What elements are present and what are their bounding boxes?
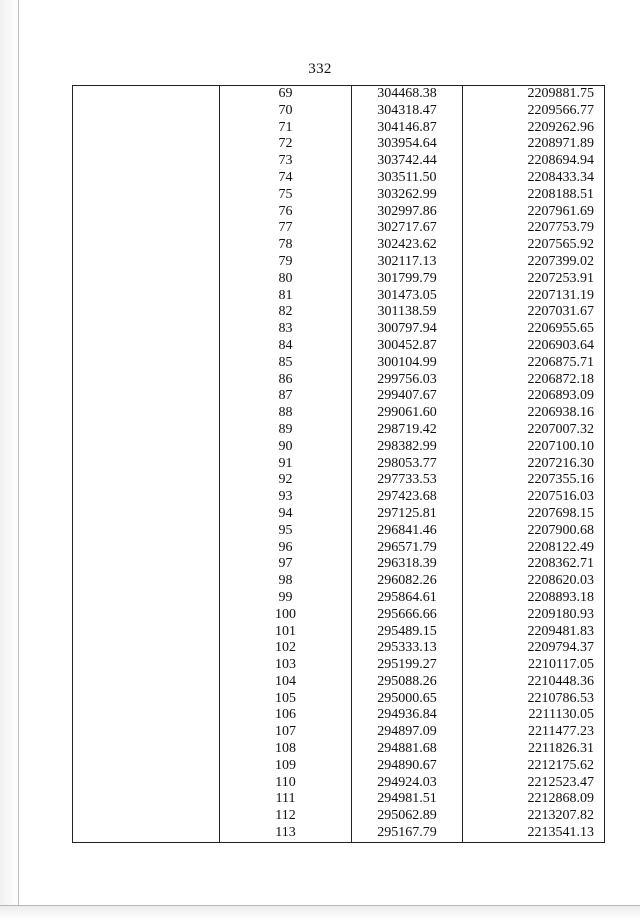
point-number-cell: 89 xyxy=(220,422,352,439)
point-number-cell: 73 xyxy=(220,153,352,170)
x-coordinate-cell: 301473.05 xyxy=(352,288,463,305)
point-number-cell: 95 xyxy=(220,523,352,540)
point-number-cell: 92 xyxy=(220,472,352,489)
scan-bottom-edge xyxy=(0,905,640,920)
y-coordinate-cell: 2208122.49 xyxy=(463,540,605,557)
x-coordinate-cell: 298382.99 xyxy=(352,439,463,456)
x-coordinate-cell: 297125.81 xyxy=(352,506,463,523)
blank-cell xyxy=(73,338,220,355)
y-coordinate-cell: 2212523.47 xyxy=(463,775,605,792)
point-number-cell: 96 xyxy=(220,540,352,557)
blank-cell xyxy=(73,120,220,137)
table-row xyxy=(73,355,605,372)
point-number-cell: 93 xyxy=(220,489,352,506)
point-number-cell: 86 xyxy=(220,372,352,389)
blank-cell xyxy=(73,724,220,741)
point-number-cell: 70 xyxy=(220,103,352,120)
blank-cell xyxy=(73,556,220,573)
point-number-cell: 81 xyxy=(220,288,352,305)
blank-cell xyxy=(73,775,220,792)
x-coordinate-cell: 298719.42 xyxy=(352,422,463,439)
x-coordinate-cell: 300104.99 xyxy=(352,355,463,372)
blank-cell xyxy=(73,640,220,657)
y-coordinate-cell: 2206872.18 xyxy=(463,372,605,389)
point-number-cell: 102 xyxy=(220,640,352,657)
point-number-cell: 90 xyxy=(220,439,352,456)
x-coordinate-cell: 301799.79 xyxy=(352,271,463,288)
point-number-cell: 110 xyxy=(220,775,352,792)
point-number-cell: 112 xyxy=(220,808,352,825)
table-row xyxy=(73,573,605,590)
y-coordinate-cell: 2207253.91 xyxy=(463,271,605,288)
table-row xyxy=(73,372,605,389)
point-number-cell: 97 xyxy=(220,556,352,573)
blank-cell xyxy=(73,540,220,557)
y-coordinate-cell: 2207399.02 xyxy=(463,254,605,271)
point-number-cell: 79 xyxy=(220,254,352,271)
blank-cell xyxy=(73,741,220,758)
point-number-cell: 94 xyxy=(220,506,352,523)
point-number-cell: 80 xyxy=(220,271,352,288)
table-row xyxy=(73,506,605,523)
y-coordinate-cell: 2206893.09 xyxy=(463,388,605,405)
table-row xyxy=(73,640,605,657)
x-coordinate-cell: 296082.26 xyxy=(352,573,463,590)
coordinates-table-body xyxy=(73,86,605,843)
table-row xyxy=(73,724,605,741)
y-coordinate-cell: 2210786.53 xyxy=(463,691,605,708)
x-coordinate-cell: 297733.53 xyxy=(352,472,463,489)
y-coordinate-cell: 2207565.92 xyxy=(463,237,605,254)
table-row xyxy=(73,791,605,808)
blank-cell xyxy=(73,170,220,187)
blank-cell xyxy=(73,422,220,439)
point-number-cell: 69 xyxy=(220,86,352,103)
y-coordinate-cell: 2209881.75 xyxy=(463,86,605,103)
y-coordinate-cell: 2209566.77 xyxy=(463,103,605,120)
point-number-cell: 76 xyxy=(220,204,352,221)
y-coordinate-cell: 2213541.13 xyxy=(463,825,605,842)
blank-cell xyxy=(73,674,220,691)
table-row xyxy=(73,607,605,624)
x-coordinate-cell: 295666.66 xyxy=(352,607,463,624)
x-coordinate-cell: 295489.15 xyxy=(352,624,463,641)
y-coordinate-cell: 2208971.89 xyxy=(463,136,605,153)
point-number-cell: 72 xyxy=(220,136,352,153)
blank-cell xyxy=(73,153,220,170)
table-row xyxy=(73,472,605,489)
x-coordinate-cell: 294890.67 xyxy=(352,758,463,775)
point-number-cell: 98 xyxy=(220,573,352,590)
y-coordinate-cell: 2211130.05 xyxy=(463,707,605,724)
blank-cell xyxy=(73,456,220,473)
point-number-cell: 83 xyxy=(220,321,352,338)
y-coordinate-cell: 2209481.83 xyxy=(463,624,605,641)
x-coordinate-cell: 299756.03 xyxy=(352,372,463,389)
blank-cell xyxy=(73,808,220,825)
y-coordinate-cell: 2210117.05 xyxy=(463,657,605,674)
table-row xyxy=(73,741,605,758)
point-number-cell: 71 xyxy=(220,120,352,137)
y-coordinate-cell: 2207753.79 xyxy=(463,220,605,237)
point-number-cell: 101 xyxy=(220,624,352,641)
blank-cell xyxy=(73,86,220,103)
x-coordinate-cell: 295167.79 xyxy=(352,825,463,842)
blank-cell xyxy=(73,624,220,641)
x-coordinate-cell: 300797.94 xyxy=(352,321,463,338)
y-coordinate-cell: 2211826.31 xyxy=(463,741,605,758)
blank-cell xyxy=(73,254,220,271)
table-row xyxy=(73,338,605,355)
x-coordinate-cell: 298053.77 xyxy=(352,456,463,473)
table-row xyxy=(73,271,605,288)
x-coordinate-cell: 296571.79 xyxy=(352,540,463,557)
blank-cell xyxy=(73,271,220,288)
blank-cell xyxy=(73,405,220,422)
y-coordinate-cell: 2213207.82 xyxy=(463,808,605,825)
table-row xyxy=(73,624,605,641)
x-coordinate-cell: 297423.68 xyxy=(352,489,463,506)
blank-cell xyxy=(73,237,220,254)
x-coordinate-cell: 295864.61 xyxy=(352,590,463,607)
table-row xyxy=(73,825,605,842)
x-coordinate-cell: 294881.68 xyxy=(352,741,463,758)
table-row xyxy=(73,439,605,456)
y-coordinate-cell: 2208620.03 xyxy=(463,573,605,590)
table-row xyxy=(73,489,605,506)
table-row xyxy=(73,674,605,691)
point-number-cell: 77 xyxy=(220,220,352,237)
table-row xyxy=(73,153,605,170)
blank-cell xyxy=(73,758,220,775)
blank-cell xyxy=(73,607,220,624)
blank-cell xyxy=(73,439,220,456)
blank-cell xyxy=(73,791,220,808)
blank-cell xyxy=(73,825,220,842)
table-row xyxy=(73,758,605,775)
y-coordinate-cell: 2208893.18 xyxy=(463,590,605,607)
blank-cell xyxy=(73,506,220,523)
blank-cell xyxy=(73,355,220,372)
y-coordinate-cell: 2212175.62 xyxy=(463,758,605,775)
point-number-cell: 113 xyxy=(220,825,352,842)
point-number-cell: 87 xyxy=(220,388,352,405)
x-coordinate-cell: 301138.59 xyxy=(352,304,463,321)
table-row xyxy=(73,321,605,338)
blank-cell xyxy=(73,204,220,221)
y-coordinate-cell: 2207961.69 xyxy=(463,204,605,221)
x-coordinate-cell: 299407.67 xyxy=(352,388,463,405)
x-coordinate-cell: 295088.26 xyxy=(352,674,463,691)
table-row xyxy=(73,220,605,237)
x-coordinate-cell: 294924.03 xyxy=(352,775,463,792)
x-coordinate-cell: 303742.44 xyxy=(352,153,463,170)
blank-cell xyxy=(73,372,220,389)
point-number-cell: 74 xyxy=(220,170,352,187)
y-coordinate-cell: 2207900.68 xyxy=(463,523,605,540)
x-coordinate-cell: 299061.60 xyxy=(352,405,463,422)
blank-cell xyxy=(73,489,220,506)
blank-cell xyxy=(73,707,220,724)
y-coordinate-cell: 2207007.32 xyxy=(463,422,605,439)
x-coordinate-cell: 302717.67 xyxy=(352,220,463,237)
y-coordinate-cell: 2208694.94 xyxy=(463,153,605,170)
point-number-cell: 105 xyxy=(220,691,352,708)
x-coordinate-cell: 294897.09 xyxy=(352,724,463,741)
table-row xyxy=(73,523,605,540)
point-number-cell: 99 xyxy=(220,590,352,607)
table-row xyxy=(73,304,605,321)
blank-cell xyxy=(73,321,220,338)
point-number-cell: 107 xyxy=(220,724,352,741)
x-coordinate-cell: 295062.89 xyxy=(352,808,463,825)
x-coordinate-cell: 295000.65 xyxy=(352,691,463,708)
coordinates-table xyxy=(72,85,605,843)
y-coordinate-cell: 2207216.30 xyxy=(463,456,605,473)
x-coordinate-cell: 294981.51 xyxy=(352,791,463,808)
y-coordinate-cell: 2207355.16 xyxy=(463,472,605,489)
x-coordinate-cell: 304468.38 xyxy=(352,86,463,103)
blank-cell xyxy=(73,220,220,237)
table-row xyxy=(73,204,605,221)
table-row xyxy=(73,254,605,271)
table-row xyxy=(73,136,605,153)
x-coordinate-cell: 303954.64 xyxy=(352,136,463,153)
table-row xyxy=(73,556,605,573)
y-coordinate-cell: 2210448.36 xyxy=(463,674,605,691)
x-coordinate-cell: 296841.46 xyxy=(352,523,463,540)
point-number-cell: 100 xyxy=(220,607,352,624)
table-row xyxy=(73,120,605,137)
x-coordinate-cell: 304146.87 xyxy=(352,120,463,137)
blank-cell xyxy=(73,288,220,305)
y-coordinate-cell: 2209262.96 xyxy=(463,120,605,137)
x-coordinate-cell: 302997.86 xyxy=(352,204,463,221)
blank-cell xyxy=(73,657,220,674)
point-number-cell: 91 xyxy=(220,456,352,473)
blank-cell xyxy=(73,136,220,153)
y-coordinate-cell: 2211477.23 xyxy=(463,724,605,741)
table-row xyxy=(73,422,605,439)
point-number-cell: 78 xyxy=(220,237,352,254)
y-coordinate-cell: 2206938.16 xyxy=(463,405,605,422)
y-coordinate-cell: 2207100.10 xyxy=(463,439,605,456)
table-row xyxy=(73,590,605,607)
x-coordinate-cell: 304318.47 xyxy=(352,103,463,120)
y-coordinate-cell: 2207131.19 xyxy=(463,288,605,305)
y-coordinate-cell: 2208188.51 xyxy=(463,187,605,204)
table-row xyxy=(73,103,605,120)
table-row xyxy=(73,288,605,305)
point-number-cell: 104 xyxy=(220,674,352,691)
x-coordinate-cell: 303511.50 xyxy=(352,170,463,187)
point-number-cell: 109 xyxy=(220,758,352,775)
point-number-cell: 111 xyxy=(220,791,352,808)
blank-cell xyxy=(73,187,220,204)
table-row xyxy=(73,775,605,792)
table-row xyxy=(73,657,605,674)
blank-cell xyxy=(73,523,220,540)
y-coordinate-cell: 2208433.34 xyxy=(463,170,605,187)
blank-cell xyxy=(73,590,220,607)
y-coordinate-cell: 2206955.65 xyxy=(463,321,605,338)
table-row xyxy=(73,808,605,825)
x-coordinate-cell: 296318.39 xyxy=(352,556,463,573)
point-number-cell: 84 xyxy=(220,338,352,355)
table-row xyxy=(73,388,605,405)
y-coordinate-cell: 2212868.09 xyxy=(463,791,605,808)
y-coordinate-cell: 2206875.71 xyxy=(463,355,605,372)
point-number-cell: 108 xyxy=(220,741,352,758)
blank-cell xyxy=(73,388,220,405)
x-coordinate-cell: 302117.13 xyxy=(352,254,463,271)
table-row xyxy=(73,405,605,422)
y-coordinate-cell: 2209794.37 xyxy=(463,640,605,657)
table-row xyxy=(73,707,605,724)
x-coordinate-cell: 295199.27 xyxy=(352,657,463,674)
x-coordinate-cell: 295333.13 xyxy=(352,640,463,657)
page-number: 332 xyxy=(308,61,332,77)
table-row xyxy=(73,456,605,473)
blank-cell xyxy=(73,472,220,489)
y-coordinate-cell: 2207031.67 xyxy=(463,304,605,321)
point-number-cell: 106 xyxy=(220,707,352,724)
blank-cell xyxy=(73,573,220,590)
point-number-cell: 85 xyxy=(220,355,352,372)
x-coordinate-cell: 302423.62 xyxy=(352,237,463,254)
table-row xyxy=(73,187,605,204)
x-coordinate-cell: 300452.87 xyxy=(352,338,463,355)
y-coordinate-cell: 2209180.93 xyxy=(463,607,605,624)
point-number-cell: 75 xyxy=(220,187,352,204)
scan-left-edge xyxy=(0,0,19,919)
blank-cell xyxy=(73,103,220,120)
table-row xyxy=(73,237,605,254)
point-number-cell: 88 xyxy=(220,405,352,422)
y-coordinate-cell: 2208362.71 xyxy=(463,556,605,573)
point-number-cell: 82 xyxy=(220,304,352,321)
y-coordinate-cell: 2207698.15 xyxy=(463,506,605,523)
blank-cell xyxy=(73,691,220,708)
x-coordinate-cell: 294936.84 xyxy=(352,707,463,724)
x-coordinate-cell: 303262.99 xyxy=(352,187,463,204)
table-row xyxy=(73,170,605,187)
blank-cell xyxy=(73,304,220,321)
table-row xyxy=(73,540,605,557)
y-coordinate-cell: 2206903.64 xyxy=(463,338,605,355)
table-row xyxy=(73,691,605,708)
y-coordinate-cell: 2207516.03 xyxy=(463,489,605,506)
point-number-cell: 103 xyxy=(220,657,352,674)
table-row xyxy=(73,86,605,103)
